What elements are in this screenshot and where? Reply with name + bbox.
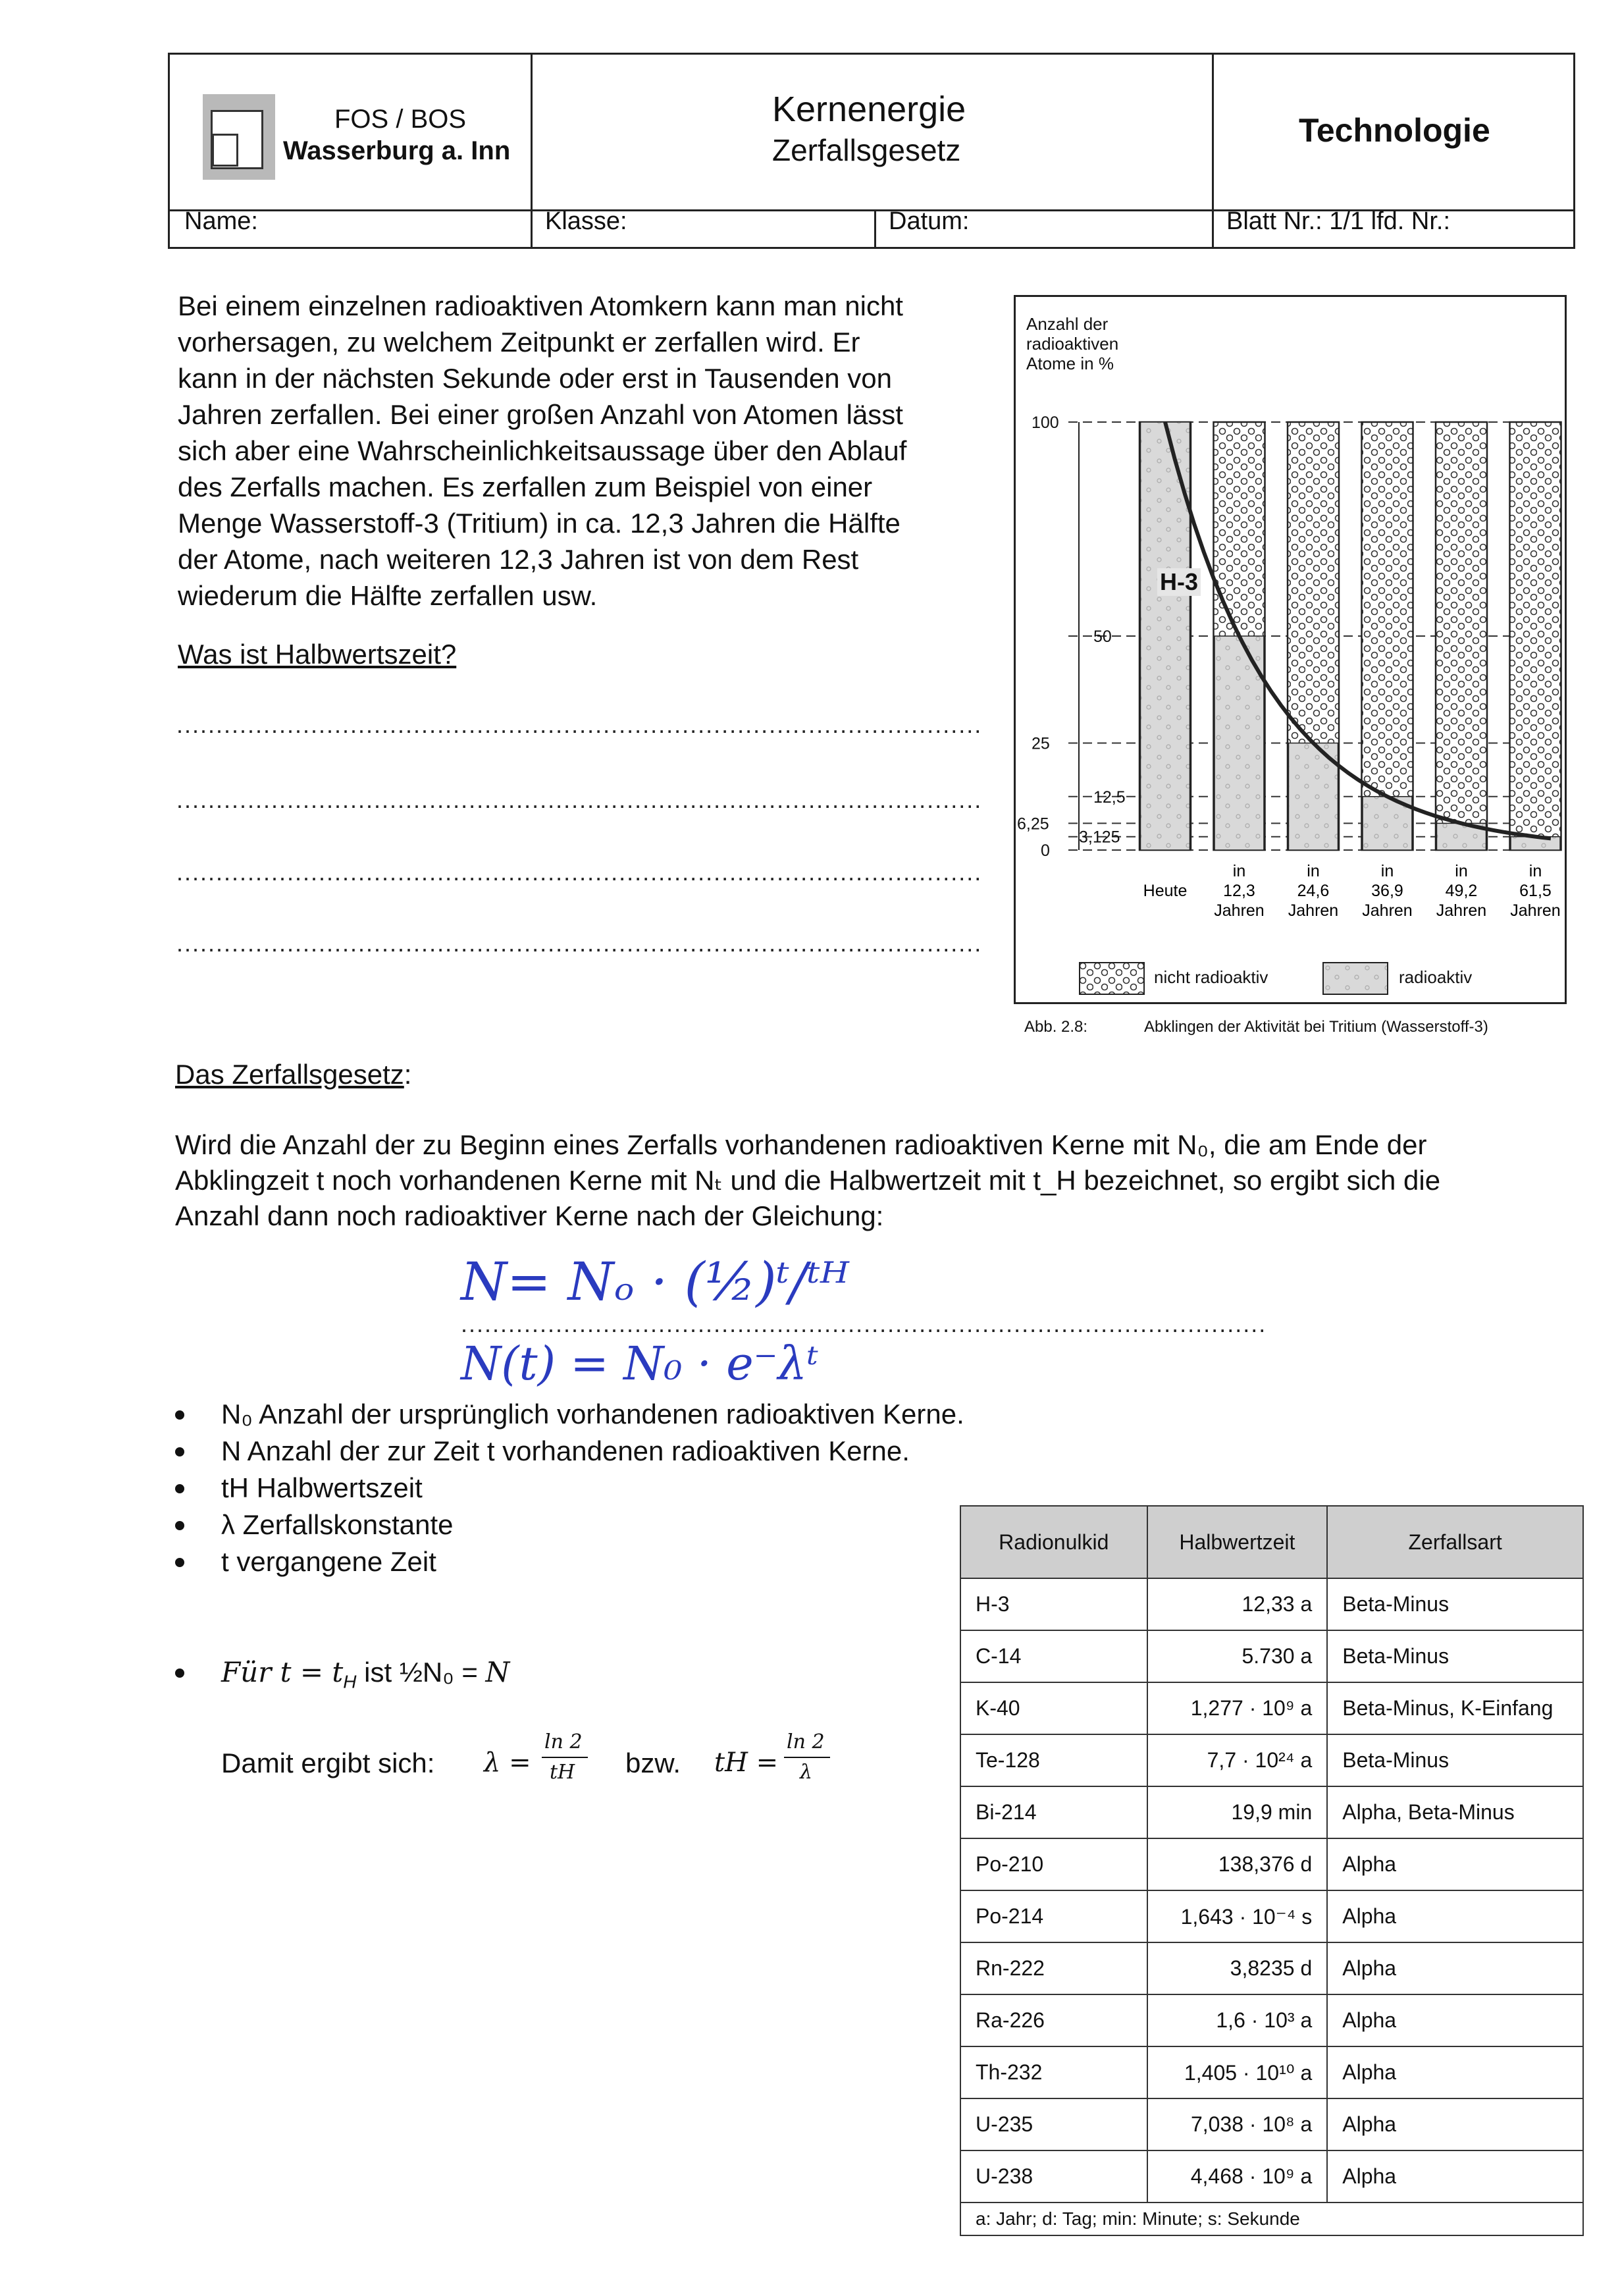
- header-halflife: Halbwertzeit: [1147, 1506, 1328, 1578]
- halflife-cell: 4,468 · 10⁹ a: [1147, 2150, 1328, 2203]
- header-decay-type: Zerfallsart: [1327, 1506, 1583, 1578]
- halflife-cell: 1,643 · 10⁻⁴ s: [1147, 1890, 1328, 1942]
- table-footnote-row: [960, 2203, 1583, 2235]
- figure-caption: Abklingen der Aktivität bei Tritium (Wasserstoff-3): [1144, 1018, 1488, 1036]
- halflife-cell: 5.730 a: [1147, 1630, 1328, 1682]
- nuclide-cell: H-3: [960, 1578, 1147, 1630]
- halflife-cell: 3,8235 d: [1147, 1942, 1328, 1994]
- date-field-label: Datum:: [889, 207, 970, 235]
- decay-type-cell: Alpha: [1327, 1994, 1583, 2046]
- halflife-cell: 7,7 · 10²⁴ a: [1147, 1734, 1328, 1786]
- intro-paragraph: Bei einem einzelnen radioaktiven Atomkern kann man nicht vorhersagen, zu welchem Zeitpunkt er zerfallen wird. Er kann in der nächsten Sekunde oder erst in Tausenden von Jahren zerfallen. Bei einer großen Anzahl von Atomen lässt sich aber eine Wahrscheinlichkeitsaussage über den Ablauf des Zerfalls machen. Es zerfallen zum Beispiel von einer Menge Wasserstoff-3 (Tritium) in ca. 12,3 Jahren die Hälfte der Atome, nach weiteren 12,3 Jahren ist von dem Rest wiederum die Hälfte zerfallen usw.: [178, 290, 907, 611]
- handwritten-formula-1: N= Nₒ · (½)ᵗ/ᵗᴴ: [461, 1251, 849, 1312]
- nuclide-cell: Bi-214: [960, 1786, 1147, 1838]
- table-row: [960, 1890, 1583, 1942]
- decay-type-cell: Beta-Minus: [1327, 1734, 1583, 1786]
- subject-label: Technologie: [1299, 112, 1490, 149]
- decay-type-cell: Alpha: [1327, 1838, 1583, 1890]
- decay-type-cell: Alpha, Beta-Minus: [1327, 1786, 1583, 1838]
- nuclide-cell: C-14: [960, 1630, 1147, 1682]
- table-row: [960, 1838, 1583, 1890]
- x-tick-label-bottom: Jahren: [1436, 901, 1487, 920]
- table-row: [960, 1682, 1583, 1734]
- decay-type-cell: Beta-Minus, K-Einfang: [1327, 1682, 1583, 1734]
- decay-type-cell: Alpha: [1327, 1942, 1583, 1994]
- decay-chart: [1016, 297, 1565, 1002]
- formula-dotted-line: ......................................................................................................: [461, 1310, 1267, 1337]
- x-tick-label-bottom: Jahren: [1288, 901, 1339, 920]
- result-label: Damit ergibt sich:: [221, 1748, 435, 1778]
- decay-type-cell: Beta-Minus: [1327, 1578, 1583, 1630]
- nuclide-cell: Po-210: [960, 1838, 1147, 1890]
- school-logo: [203, 94, 275, 180]
- list-item: t vergangene Zeit: [175, 1543, 965, 1580]
- radionuclide-table: [960, 1505, 1584, 2236]
- special-case: Für $t = t_H$ ist ½N₀ = N: [175, 1654, 510, 1699]
- y-tick-label: 100: [1032, 414, 1059, 432]
- y-tick-label: 0: [1041, 841, 1050, 860]
- name-field-label: Name:: [184, 207, 258, 235]
- legend-radioactive: radioaktiv: [1399, 967, 1473, 987]
- x-tick-label: Heute: [1143, 882, 1188, 900]
- class-field-label: Klasse:: [545, 207, 627, 235]
- figure-caption-number: Abb. 2.8:: [1024, 1018, 1088, 1036]
- x-tick-label: 12,3: [1223, 882, 1255, 900]
- table-row: [960, 1786, 1583, 1838]
- table-row: [960, 2098, 1583, 2150]
- x-tick-label-bottom: Jahren: [1362, 901, 1413, 920]
- legend-not-radioactive-swatch: [1079, 962, 1145, 995]
- bar-radioactive: [1511, 837, 1560, 850]
- decay-type-cell: Alpha: [1327, 1890, 1583, 1942]
- header-nuclide: Radionulkid: [960, 1506, 1147, 1578]
- legend-radioactive-swatch: [1322, 962, 1388, 995]
- list-item: tH Halbwertszeit: [175, 1470, 965, 1507]
- handwritten-formula-2: N(t) = N₀ · e⁻λᵗ: [461, 1337, 819, 1391]
- decay-type-cell: Alpha: [1327, 2046, 1583, 2098]
- answer-line-1[interactable]: ......................................................................................................: [176, 711, 983, 738]
- list-item: λ Zerfallskonstante: [175, 1507, 965, 1543]
- x-tick-label-top: in: [1307, 862, 1320, 880]
- decay-type-cell: Alpha: [1327, 2098, 1583, 2150]
- y-tick-label: 6,25: [1017, 814, 1049, 834]
- law-paragraph: Wird die Anzahl der zu Beginn eines Zerfalls vorhandenen radioaktiven Kerne mit N₀, die am Ende der Abklingzeit t noch vorhandenen Kerne mit Nₜ und die Halbwertzeit mit t_H bezeichnet, so ergibt sich die Anzahl dann noch radioaktiver Kerne nach der Gleichung:: [175, 1129, 1441, 1231]
- x-tick-label-top: in: [1455, 862, 1468, 880]
- halflife-cell: 1,405 · 10¹⁰ a: [1147, 2046, 1328, 2098]
- table-row: [960, 1994, 1583, 2046]
- law-heading: Das Zerfallsgesetz:: [175, 1059, 412, 1090]
- table-row: [960, 2150, 1583, 2203]
- nuclide-cell: Ra-226: [960, 1994, 1147, 2046]
- nuclide-cell: Rn-222: [960, 1942, 1147, 1994]
- halflife-cell: 12,33 a: [1147, 1578, 1328, 1630]
- x-tick-label-bottom: Jahren: [1214, 901, 1265, 920]
- halflife-cell: 7,038 · 10⁸ a: [1147, 2098, 1328, 2150]
- answer-line-3[interactable]: ......................................................................................................: [176, 859, 983, 886]
- or-word: bzw.: [625, 1748, 681, 1778]
- halflife-cell: 138,376 d: [1147, 1838, 1328, 1890]
- sheet-number-label: Blatt Nr.: 1/1 lfd. Nr.:: [1226, 207, 1451, 235]
- table-row: [960, 1630, 1583, 1682]
- list-item: N₀ Anzahl der ursprünglich vorhandenen radioaktiven Kerne.: [175, 1396, 965, 1433]
- table-footnote: a: Jahr; d: Tag; min: Minute; s: Sekunde: [960, 2203, 1583, 2235]
- x-tick-label: 36,9: [1371, 882, 1403, 900]
- decay-type-cell: Alpha: [1327, 2150, 1583, 2203]
- nuclide-cell: Po-214: [960, 1890, 1147, 1942]
- figure-y-axis-title: Anzahl der radioaktiven Atome in %: [1026, 314, 1119, 373]
- header-table: [168, 53, 1575, 249]
- x-tick-label: 61,5: [1519, 882, 1552, 900]
- table-row: [960, 2046, 1583, 2098]
- x-tick-label-top: in: [1232, 862, 1246, 880]
- bar-total: [1510, 422, 1561, 850]
- answer-line-2[interactable]: ......................................................................................................: [176, 786, 983, 813]
- bar-total: [1436, 422, 1487, 850]
- x-tick-label: 24,6: [1297, 882, 1330, 900]
- symbol-list: [175, 1396, 965, 1580]
- school-name: FOS / BOS: [334, 105, 467, 134]
- halflife-cell: 1,277 · 10⁹ a: [1147, 1682, 1328, 1734]
- nuclide-cell: Th-232: [960, 2046, 1147, 2098]
- decay-type-cell: Beta-Minus: [1327, 1630, 1583, 1682]
- y-tick-label: 25: [1032, 734, 1050, 753]
- tritium-decay-figure: [1014, 295, 1567, 1004]
- school-location: Wasserburg a. Inn: [283, 136, 511, 165]
- nuclide-cell: U-235: [960, 2098, 1147, 2150]
- page-title: Kernenergie: [772, 90, 966, 129]
- question-heading: Was ist Halbwertszeit?: [178, 639, 457, 670]
- x-tick-label-top: in: [1380, 862, 1394, 880]
- nuclide-cell: U-238: [960, 2150, 1147, 2203]
- halflife-cell: 19,9 min: [1147, 1786, 1328, 1838]
- x-tick-label-top: in: [1529, 862, 1542, 880]
- table-row: [960, 1942, 1583, 1994]
- list-item: N Anzahl der zur Zeit t vorhandenen radioaktiven Kerne.: [175, 1433, 965, 1470]
- halflife-cell: 1,6 · 10³ a: [1147, 1994, 1328, 2046]
- nuclide-label: H-3: [1157, 568, 1201, 596]
- y-tick-label: 12,5: [1093, 788, 1126, 807]
- page-subtitle: Zerfallsgesetz: [772, 133, 961, 167]
- nuclide-cell: Te-128: [960, 1734, 1147, 1786]
- x-tick-label-bottom: Jahren: [1510, 901, 1561, 920]
- table-row: [960, 1578, 1583, 1630]
- table-row: [960, 1734, 1583, 1786]
- y-tick-label: 3,125: [1079, 828, 1120, 847]
- nuclide-cell: K-40: [960, 1682, 1147, 1734]
- answer-line-4[interactable]: ......................................................................................................: [176, 930, 983, 957]
- y-tick-label: 50: [1093, 627, 1112, 646]
- legend-not-radioactive: nicht radioaktiv: [1154, 967, 1268, 987]
- x-tick-label: 49,2: [1445, 882, 1478, 900]
